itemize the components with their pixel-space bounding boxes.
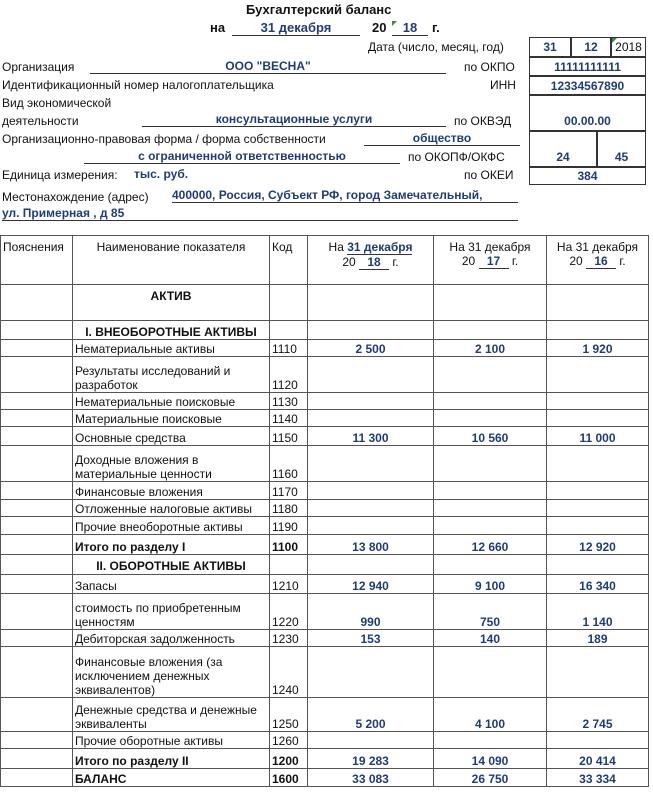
activity-value: консультационные услуги xyxy=(142,112,446,127)
table-row xyxy=(1,575,649,594)
row-code: 1190 xyxy=(270,517,308,535)
value-2017: 14 090 xyxy=(434,749,547,769)
date-month-box: 12 xyxy=(571,37,611,57)
section-title: II. ОБОРОТНЫЕ АКТИВЫ xyxy=(73,555,270,575)
empty-cell xyxy=(547,321,649,340)
value-2017 xyxy=(434,732,547,749)
table-row xyxy=(1,393,649,410)
date-year-box: 2018 xyxy=(611,37,646,57)
notes xyxy=(1,285,73,321)
activity-label1: Вид экономической xyxy=(2,96,112,110)
notes xyxy=(1,647,73,698)
empty-cell xyxy=(547,555,649,575)
col-2018: На 31 декабря 20 18 г. xyxy=(308,236,434,285)
value-2018 xyxy=(308,446,434,482)
row-name: Финансовые вложения xyxy=(73,482,270,500)
date-label: Дата (число, месяц, год) xyxy=(368,40,504,54)
value-2016: 33 334 xyxy=(547,769,649,787)
row-name: Прочие внеоборотные активы xyxy=(73,517,270,535)
value-2018: 153 xyxy=(308,630,434,647)
empty-cell xyxy=(434,555,547,575)
value-2018 xyxy=(308,393,434,410)
row-name: стоимость по приобретенным ценностям xyxy=(73,594,270,630)
unit-label: Единица измерения: xyxy=(2,168,118,182)
empty-cell xyxy=(308,285,434,321)
col-notes: Пояснения xyxy=(1,236,73,285)
okpo-label: по ОКПО xyxy=(464,60,515,74)
value-2016 xyxy=(547,647,649,698)
date-line xyxy=(210,20,225,35)
value-2016 xyxy=(547,393,649,410)
notes xyxy=(1,732,73,749)
row-name: Нематериальные активы xyxy=(73,340,270,357)
report-date: 31 декабря xyxy=(232,20,360,36)
notes xyxy=(1,393,73,410)
total-row xyxy=(1,535,649,555)
notes xyxy=(1,410,73,427)
table-row xyxy=(1,357,649,393)
value-2017: 750 xyxy=(434,594,547,630)
address-line1: 400000, Россия, Субъект РФ, город Замечательный, xyxy=(172,188,518,203)
okopf-label: по ОКОПФ/ОКФС xyxy=(408,150,505,164)
value-2016 xyxy=(547,446,649,482)
form-value2: с ограниченной ответственностью xyxy=(84,149,400,164)
row-code: 1260 xyxy=(270,732,308,749)
value-2018 xyxy=(308,500,434,517)
row-name: Результаты исследований и разработок xyxy=(73,357,270,393)
notes xyxy=(1,321,73,340)
value-2017: 12 660 xyxy=(434,535,547,555)
notes xyxy=(1,535,73,555)
row-code: 1250 xyxy=(270,698,308,732)
inn-label-left: Идентификационный номер налогоплательщика xyxy=(2,78,274,92)
row-name: БАЛАНС xyxy=(73,769,270,787)
table-row xyxy=(1,630,649,647)
address-label: Местонахождение (адрес) xyxy=(2,190,149,204)
table-row xyxy=(1,446,649,482)
value-2018: 990 xyxy=(308,594,434,630)
row-code: 1220 xyxy=(270,594,308,630)
address-line2: ул. Примерная , д 85 xyxy=(2,206,518,221)
empty-cell xyxy=(270,555,308,575)
value-2017 xyxy=(434,517,547,535)
aktiv-row xyxy=(1,285,649,321)
value-2017 xyxy=(434,647,547,698)
value-2016 xyxy=(547,517,649,535)
row-name: Прочие оборотные активы xyxy=(73,732,270,749)
okfs-box: 45 xyxy=(597,131,646,167)
row-code: 1170 xyxy=(270,482,308,500)
inn-box: 12334567890 xyxy=(529,76,646,95)
row-name: Запасы xyxy=(73,575,270,594)
value-2016: 189 xyxy=(547,630,649,647)
row-name: Денежные средства и денежные эквиваленты xyxy=(73,698,270,732)
row-name: Нематериальные поисковые xyxy=(73,393,270,410)
row-code: 1140 xyxy=(270,410,308,427)
table-row xyxy=(1,410,649,427)
col-2017: На 31 декабря 20 17 г. xyxy=(434,236,547,285)
row-name: Основные средства xyxy=(73,427,270,446)
row-name: Доходные вложения в материальные ценности xyxy=(73,446,270,482)
value-2016: 20 414 xyxy=(547,749,649,769)
value-2016 xyxy=(547,500,649,517)
value-2018 xyxy=(308,482,434,500)
table-row xyxy=(1,482,649,500)
activity-label2: деятельности xyxy=(2,114,79,128)
value-2017: 9 100 xyxy=(434,575,547,594)
na-label: на xyxy=(210,20,226,35)
col-2016: На 31 декабря 20 16 г. xyxy=(547,236,649,285)
value-2018: 11 300 xyxy=(308,427,434,446)
form-value1: общество xyxy=(364,131,520,146)
form-label: Организационно-правовая форма / форма собственности xyxy=(2,132,326,146)
value-2018: 5 200 xyxy=(308,698,434,732)
row-code: 1240 xyxy=(270,647,308,698)
table-row xyxy=(1,340,649,357)
notes xyxy=(1,630,73,647)
row-name: Финансовые вложения (за исключением денежных эквивалентов) xyxy=(73,647,270,698)
value-2018 xyxy=(308,647,434,698)
row-code: 1100 xyxy=(270,535,308,555)
value-2017 xyxy=(434,357,547,393)
total-row xyxy=(1,749,649,769)
row-code: 1120 xyxy=(270,357,308,393)
balance-table xyxy=(0,235,649,787)
year-prefix: 20 xyxy=(372,20,387,35)
row-code: 1160 xyxy=(270,446,308,482)
row-code: 1110 xyxy=(270,340,308,357)
empty-cell xyxy=(434,285,547,321)
row-code: 1230 xyxy=(270,630,308,647)
value-2016: 16 340 xyxy=(547,575,649,594)
col-name: Наименование показателя xyxy=(73,236,270,285)
empty-cell xyxy=(308,321,434,340)
row-name: Итого по разделу I xyxy=(73,535,270,555)
value-2018 xyxy=(308,410,434,427)
date-day-box: 31 xyxy=(529,37,571,57)
org-value: ООО "ВЕСНА" xyxy=(90,59,446,74)
value-2016: 12 920 xyxy=(547,535,649,555)
okei-label: по ОКЕИ xyxy=(464,168,514,182)
value-2017 xyxy=(434,482,547,500)
value-2016 xyxy=(547,732,649,749)
section-title: I. ВНЕОБОРОТНЫЕ АКТИВЫ xyxy=(73,321,270,340)
table-row xyxy=(1,500,649,517)
empty-cell xyxy=(434,321,547,340)
value-2017: 4 100 xyxy=(434,698,547,732)
value-2016: 2 745 xyxy=(547,698,649,732)
value-2017: 26 750 xyxy=(434,769,547,787)
notes xyxy=(1,357,73,393)
notes xyxy=(1,769,73,787)
section-title: АКТИВ xyxy=(73,285,270,321)
notes xyxy=(1,594,73,630)
row-name: Отложенные налоговые активы xyxy=(73,500,270,517)
unit-value: тыс. руб. xyxy=(134,167,189,181)
value-2016 xyxy=(547,482,649,500)
row-code: 1150 xyxy=(270,427,308,446)
page-title: Бухгалтерский баланс xyxy=(246,2,392,17)
value-2016: 1 920 xyxy=(547,340,649,357)
row-code: 1180 xyxy=(270,500,308,517)
value-2017 xyxy=(434,446,547,482)
notes xyxy=(1,555,73,575)
notes xyxy=(1,517,73,535)
value-2017 xyxy=(434,410,547,427)
okopf-box: 24 xyxy=(529,131,597,167)
row-name: Дебиторская задолженность xyxy=(73,630,270,647)
okei-box: 384 xyxy=(529,167,646,185)
value-2018 xyxy=(308,517,434,535)
table-row xyxy=(1,594,649,630)
value-2018: 2 500 xyxy=(308,340,434,357)
table-row xyxy=(1,647,649,698)
notes xyxy=(1,749,73,769)
okved-box: 00.00.00 xyxy=(529,95,646,131)
value-2017: 2 100 xyxy=(434,340,547,357)
value-2017: 140 xyxy=(434,630,547,647)
empty-cell xyxy=(270,321,308,340)
notes xyxy=(1,340,73,357)
okved-label: по ОКВЭД xyxy=(454,114,512,128)
notes xyxy=(1,446,73,482)
report-year: 18 xyxy=(392,20,428,36)
value-2016: 1 140 xyxy=(547,594,649,630)
row-name: Материальные поисковые xyxy=(73,410,270,427)
notes xyxy=(1,427,73,446)
year-g: г. xyxy=(432,20,440,35)
empty-cell xyxy=(270,285,308,321)
value-2016 xyxy=(547,410,649,427)
col-code: Код xyxy=(270,236,308,285)
section1-row xyxy=(1,321,649,340)
value-2018: 12 940 xyxy=(308,575,434,594)
section2-row xyxy=(1,555,649,575)
notes xyxy=(1,698,73,732)
row-name: Итого по разделу II xyxy=(73,749,270,769)
row-code: 1210 xyxy=(270,575,308,594)
row-code: 1200 xyxy=(270,749,308,769)
row-code: 1600 xyxy=(270,769,308,787)
value-2018: 13 800 xyxy=(308,535,434,555)
table-header-row xyxy=(1,236,649,285)
okpo-box: 11111111111 xyxy=(529,57,646,76)
value-2016 xyxy=(547,357,649,393)
notes xyxy=(1,482,73,500)
inn-label: ИНН xyxy=(490,78,516,92)
table-row xyxy=(1,427,649,446)
value-2017 xyxy=(434,393,547,410)
value-2017 xyxy=(434,500,547,517)
value-2018 xyxy=(308,357,434,393)
empty-cell xyxy=(308,555,434,575)
table-row xyxy=(1,698,649,732)
table-row xyxy=(1,517,649,535)
table-row xyxy=(1,732,649,749)
value-2017: 10 560 xyxy=(434,427,547,446)
value-2016: 11 000 xyxy=(547,427,649,446)
value-2018: 19 283 xyxy=(308,749,434,769)
row-code: 1130 xyxy=(270,393,308,410)
org-label: Организация xyxy=(2,60,75,74)
notes xyxy=(1,500,73,517)
notes xyxy=(1,575,73,594)
balance-row xyxy=(1,769,649,787)
value-2018 xyxy=(308,732,434,749)
empty-cell xyxy=(547,285,649,321)
value-2018: 33 083 xyxy=(308,769,434,787)
